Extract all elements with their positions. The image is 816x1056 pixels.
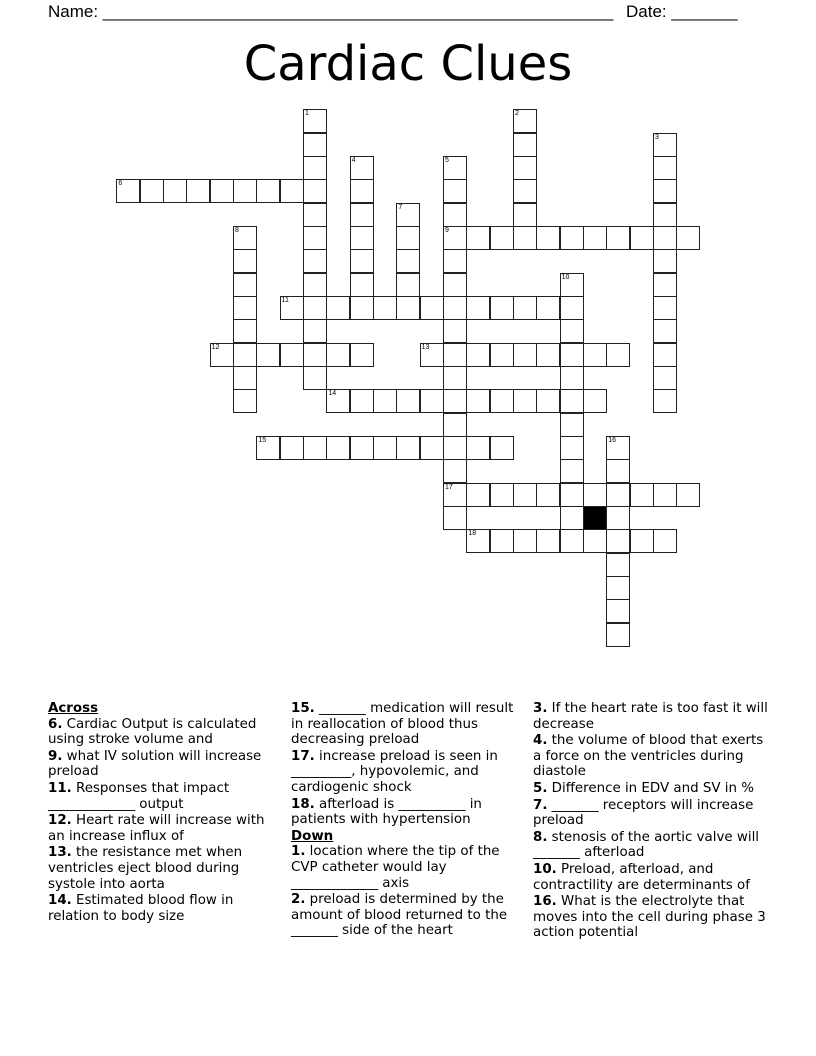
clue-text: what IV solution will increase preload xyxy=(48,748,262,780)
clue-number: 17. xyxy=(291,748,315,764)
grid-cell[interactable] xyxy=(606,553,630,577)
grid-cell[interactable] xyxy=(630,483,654,507)
grid-cell[interactable] xyxy=(443,249,467,273)
clue-number: 4 xyxy=(351,157,356,165)
grid-cell[interactable] xyxy=(443,319,467,343)
grid-cell[interactable] xyxy=(396,203,420,227)
grid-cell[interactable] xyxy=(466,226,490,250)
grid-cell[interactable] xyxy=(583,343,607,367)
clue-number: 1 xyxy=(304,110,309,118)
grid-cell[interactable] xyxy=(606,623,630,647)
grid-cell[interactable] xyxy=(420,436,444,460)
name-field[interactable]: Name: ______________________________________________________ xyxy=(48,2,614,21)
clues-column-2 xyxy=(291,701,527,940)
grid-cell[interactable] xyxy=(443,436,467,460)
grid-cell[interactable] xyxy=(443,413,467,437)
grid-cell[interactable] xyxy=(606,436,630,460)
grid-cell[interactable] xyxy=(326,343,350,367)
grid-cell[interactable] xyxy=(443,296,467,320)
grid-cell[interactable] xyxy=(396,273,420,297)
clues-column-1 xyxy=(48,701,284,925)
clue-number: 3. xyxy=(533,701,548,716)
grid-cell[interactable] xyxy=(256,343,280,367)
grid-cell[interactable] xyxy=(326,436,350,460)
grid-cell[interactable] xyxy=(303,343,327,367)
grid-cell[interactable] xyxy=(513,343,537,367)
grid-cell[interactable] xyxy=(560,436,584,460)
grid-cell[interactable] xyxy=(326,389,350,413)
grid-cell[interactable] xyxy=(233,249,257,273)
clue-number: 10. xyxy=(533,861,557,877)
grid-cell[interactable] xyxy=(536,296,560,320)
down-clue xyxy=(291,844,527,891)
down-clue xyxy=(533,701,769,732)
grid-cell[interactable] xyxy=(303,273,327,297)
clue-number: 17 xyxy=(444,483,453,491)
down-clue xyxy=(533,781,769,797)
clue-number: 12 xyxy=(211,343,220,351)
page-title: Cardiac Clues xyxy=(243,36,573,92)
grid-cell[interactable] xyxy=(653,156,677,180)
grid-cell[interactable] xyxy=(326,296,350,320)
clue-text: _______ medication will result in reallocation of blood thus decreasing preload xyxy=(291,701,514,748)
grid-cell[interactable] xyxy=(606,226,630,250)
clue-text: the volume of blood that exerts a force on the ventricles during diastole xyxy=(533,733,764,780)
grid-cell[interactable] xyxy=(513,389,537,413)
down-clue xyxy=(291,892,527,939)
grid-cell[interactable] xyxy=(233,319,257,343)
grid-cell[interactable] xyxy=(583,389,607,413)
grid-cell[interactable] xyxy=(560,273,584,297)
grid-cell[interactable] xyxy=(303,203,327,227)
grid-cell[interactable] xyxy=(560,389,584,413)
grid-cell[interactable] xyxy=(513,156,537,180)
grid-cell[interactable] xyxy=(233,226,257,250)
clue-text: stenosis of the aortic valve will _______ afterload xyxy=(533,829,760,861)
grid-cell[interactable] xyxy=(443,273,467,297)
grid-cell[interactable] xyxy=(233,273,257,297)
clue-number: 2 xyxy=(514,110,519,118)
grid-cell[interactable] xyxy=(606,529,630,553)
grid-cell[interactable] xyxy=(303,366,327,390)
grid-cell[interactable] xyxy=(466,296,490,320)
clue-number: 5 xyxy=(444,157,449,165)
grid-cell[interactable] xyxy=(513,179,537,203)
grid-cell[interactable] xyxy=(210,179,234,203)
grid-cell[interactable] xyxy=(256,179,280,203)
down-clue xyxy=(533,830,769,861)
grid-cell[interactable] xyxy=(653,343,677,367)
grid-cell[interactable] xyxy=(560,459,584,483)
clue-text: If the heart rate is too fast it will decrease xyxy=(533,701,768,732)
clue-number: 7. xyxy=(533,797,548,813)
clue-number: 11 xyxy=(281,296,289,304)
clue-text: _______ receptors will increase preload xyxy=(533,797,754,829)
grid-cell[interactable] xyxy=(560,319,584,343)
grid-cell[interactable] xyxy=(630,529,654,553)
grid-cell[interactable] xyxy=(560,529,584,553)
across-clue xyxy=(48,893,284,924)
across-clue xyxy=(291,701,527,748)
grid-cell[interactable] xyxy=(560,413,584,437)
grid-cell[interactable] xyxy=(490,529,514,553)
grid-cell[interactable] xyxy=(653,296,677,320)
clue-number: 12. xyxy=(48,813,72,829)
grid-cell[interactable] xyxy=(280,179,304,203)
grid-cell[interactable] xyxy=(443,483,467,507)
down-clue xyxy=(533,862,769,893)
grid-cell[interactable] xyxy=(420,296,444,320)
grid-cell[interactable] xyxy=(420,343,444,367)
down-clue xyxy=(533,894,769,941)
grid-cell[interactable] xyxy=(396,226,420,250)
grid-cell[interactable] xyxy=(653,366,677,390)
grid-cell[interactable] xyxy=(606,483,630,507)
grid-cell[interactable] xyxy=(350,296,374,320)
grid-cell[interactable] xyxy=(560,343,584,367)
grid-cell[interactable] xyxy=(303,319,327,343)
grid-cell[interactable] xyxy=(303,156,327,180)
clue-number: 14 xyxy=(328,390,337,398)
across-clue xyxy=(48,813,284,844)
grid-cell[interactable] xyxy=(350,436,374,460)
clue-number: 5. xyxy=(533,780,548,796)
grid-cell[interactable] xyxy=(583,226,607,250)
grid-cell[interactable] xyxy=(490,226,514,250)
clues-column-3 xyxy=(533,701,769,942)
grid-cell[interactable] xyxy=(350,273,374,297)
grid-cell[interactable] xyxy=(233,296,257,320)
clue-text: afterload is __________ in patients with hypertension xyxy=(291,796,482,828)
across-clue xyxy=(291,749,527,796)
grid-cell[interactable] xyxy=(583,529,607,553)
grid-cell[interactable] xyxy=(466,389,490,413)
grid-cell[interactable] xyxy=(373,389,397,413)
grid-cell[interactable] xyxy=(513,109,537,133)
down-clue xyxy=(533,798,769,829)
grid-cell[interactable] xyxy=(163,179,187,203)
grid-cell[interactable] xyxy=(513,296,537,320)
grid-cell[interactable] xyxy=(606,576,630,600)
grid-cell[interactable] xyxy=(303,249,327,273)
clue-number: 7 xyxy=(398,203,403,211)
across-heading: Across xyxy=(48,701,99,716)
grid-cell[interactable] xyxy=(443,366,467,390)
clue-number: 13 xyxy=(421,343,430,351)
clue-text: Responses that impact _____________ output xyxy=(48,780,230,812)
across-clue xyxy=(291,797,527,828)
grid-cell[interactable] xyxy=(676,226,700,250)
grid-cell[interactable] xyxy=(606,459,630,483)
grid-cell[interactable] xyxy=(630,226,654,250)
grid-cell[interactable] xyxy=(443,156,467,180)
clue-number: 16. xyxy=(533,894,557,910)
grid-cell[interactable] xyxy=(350,156,374,180)
grid-cell[interactable] xyxy=(653,226,677,250)
grid-cell[interactable] xyxy=(443,459,467,483)
grid-cell[interactable] xyxy=(536,483,560,507)
grid-cell[interactable] xyxy=(560,366,584,390)
grid-cell[interactable] xyxy=(466,343,490,367)
grid-cell[interactable] xyxy=(653,179,677,203)
clue-text: Heart rate will increase with an increase influx of xyxy=(48,813,265,844)
clue-text: the resistance met when ventricles eject blood during systole into aorta xyxy=(48,845,243,892)
grid-cell[interactable] xyxy=(350,343,374,367)
clue-number: 14. xyxy=(48,893,72,909)
grid-cell[interactable] xyxy=(490,389,514,413)
clue-number: 11. xyxy=(48,780,72,796)
clue-text: preload is determined by the amount of blood returned to the _______ side of the heart xyxy=(291,892,508,939)
grid-cell[interactable] xyxy=(420,389,444,413)
grid-cell[interactable] xyxy=(350,249,374,273)
grid-cell[interactable] xyxy=(443,179,467,203)
grid-cell[interactable] xyxy=(443,226,467,250)
grid-cell[interactable] xyxy=(560,483,584,507)
grid-cell[interactable] xyxy=(233,366,257,390)
across-clue xyxy=(48,845,284,892)
grid-cell[interactable] xyxy=(116,179,140,203)
grid-cell[interactable] xyxy=(560,296,584,320)
clue-number: 18 xyxy=(468,530,477,538)
across-clue xyxy=(48,781,284,812)
clue-number: 15 xyxy=(258,436,267,444)
grid-cell[interactable] xyxy=(373,436,397,460)
grid-cell[interactable] xyxy=(536,226,560,250)
clue-text: Cardiac Output is calculated using stroke volume and xyxy=(48,716,257,748)
grid-cell[interactable] xyxy=(350,389,374,413)
clue-number: 8. xyxy=(533,829,548,845)
clue-number: 1. xyxy=(291,844,306,860)
clue-text: increase preload is seen in _________, hypovolemic, and cardiogenic shock xyxy=(291,748,498,795)
grid-cell[interactable] xyxy=(583,483,607,507)
grid-cell[interactable] xyxy=(233,343,257,367)
grid-cell[interactable] xyxy=(280,296,304,320)
clue-number: 3 xyxy=(654,133,659,141)
grid-cell[interactable] xyxy=(396,296,420,320)
clue-number: 9. xyxy=(48,748,63,764)
grid-cell[interactable] xyxy=(350,203,374,227)
grid-cell[interactable] xyxy=(653,133,677,157)
grid-cell[interactable] xyxy=(513,133,537,157)
grid-cell[interactable] xyxy=(560,506,584,530)
grid-cell[interactable] xyxy=(606,343,630,367)
grid-cell[interactable] xyxy=(490,296,514,320)
grid-cell[interactable] xyxy=(443,203,467,227)
grid-cell[interactable] xyxy=(303,226,327,250)
grid-cell[interactable] xyxy=(396,389,420,413)
clue-text: location where the tip of the CVP catheter would lay _____________ axis xyxy=(291,844,500,891)
grid-cell[interactable] xyxy=(280,343,304,367)
clue-number: 6 xyxy=(118,180,123,188)
clue-number: 6. xyxy=(48,716,63,732)
down-heading: Down xyxy=(291,828,334,844)
grid-cell[interactable] xyxy=(233,179,257,203)
grid-cell[interactable] xyxy=(676,483,700,507)
grid-cell[interactable] xyxy=(396,249,420,273)
down-clue xyxy=(533,733,769,780)
clue-text: What is the electrolyte that moves into the cell during phase 3 action potential xyxy=(533,894,766,941)
clue-text: Estimated blood flow in relation to body size xyxy=(48,893,234,924)
grid-cell[interactable] xyxy=(653,483,677,507)
clue-text: Preload, afterload, and contractility are determinants of xyxy=(533,861,750,893)
date-field[interactable]: Date: _______ xyxy=(626,2,738,21)
grid-cell[interactable] xyxy=(443,389,467,413)
across-clue xyxy=(48,717,284,748)
grid-cell[interactable] xyxy=(490,343,514,367)
grid-cell[interactable] xyxy=(653,319,677,343)
grid-cell[interactable] xyxy=(513,483,537,507)
grid-cell[interactable] xyxy=(466,436,490,460)
black-cell xyxy=(583,506,607,530)
grid-cell[interactable] xyxy=(303,436,327,460)
clue-number: 10 xyxy=(561,273,570,281)
grid-cell[interactable] xyxy=(186,179,210,203)
grid-cell[interactable] xyxy=(233,389,257,413)
grid-cell[interactable] xyxy=(303,133,327,157)
clue-number: 9 xyxy=(444,227,449,234)
grid-cell[interactable] xyxy=(560,226,584,250)
clue-number: 13. xyxy=(48,845,72,861)
grid-cell[interactable] xyxy=(513,529,537,553)
grid-cell[interactable] xyxy=(653,529,677,553)
across-clue xyxy=(48,749,284,780)
grid-cell[interactable] xyxy=(303,179,327,203)
grid-cell[interactable] xyxy=(606,599,630,623)
grid-cell[interactable] xyxy=(490,436,514,460)
grid-cell[interactable] xyxy=(210,343,234,367)
grid-cell[interactable] xyxy=(513,226,537,250)
grid-cell[interactable] xyxy=(513,203,537,227)
grid-cell[interactable] xyxy=(606,506,630,530)
grid-cell[interactable] xyxy=(350,226,374,250)
grid-cell[interactable] xyxy=(256,436,280,460)
grid-cell[interactable] xyxy=(303,296,327,320)
clue-text: Difference in EDV and SV in % xyxy=(551,780,754,796)
grid-cell[interactable] xyxy=(653,273,677,297)
clue-number: 18. xyxy=(291,796,315,812)
grid-cell[interactable] xyxy=(490,483,514,507)
grid-cell[interactable] xyxy=(466,483,490,507)
grid-cell[interactable] xyxy=(443,343,467,367)
clue-number: 4. xyxy=(533,733,548,749)
grid-cell[interactable] xyxy=(653,203,677,227)
clue-number: 8 xyxy=(235,227,239,234)
grid-cell[interactable] xyxy=(536,389,560,413)
grid-cell[interactable] xyxy=(373,296,397,320)
grid-cell[interactable] xyxy=(536,529,560,553)
clue-number: 16 xyxy=(608,436,617,444)
grid-cell[interactable] xyxy=(653,249,677,273)
grid-cell[interactable] xyxy=(280,436,304,460)
clue-number: 15. xyxy=(291,701,315,716)
grid-cell[interactable] xyxy=(396,436,420,460)
clue-number: 2. xyxy=(291,892,306,908)
grid-cell[interactable] xyxy=(350,179,374,203)
grid-cell[interactable] xyxy=(653,389,677,413)
grid-cell[interactable] xyxy=(303,109,327,133)
grid-cell[interactable] xyxy=(536,343,560,367)
grid-cell[interactable] xyxy=(140,179,164,203)
grid-cell[interactable] xyxy=(443,506,467,530)
grid-cell[interactable] xyxy=(466,529,490,553)
